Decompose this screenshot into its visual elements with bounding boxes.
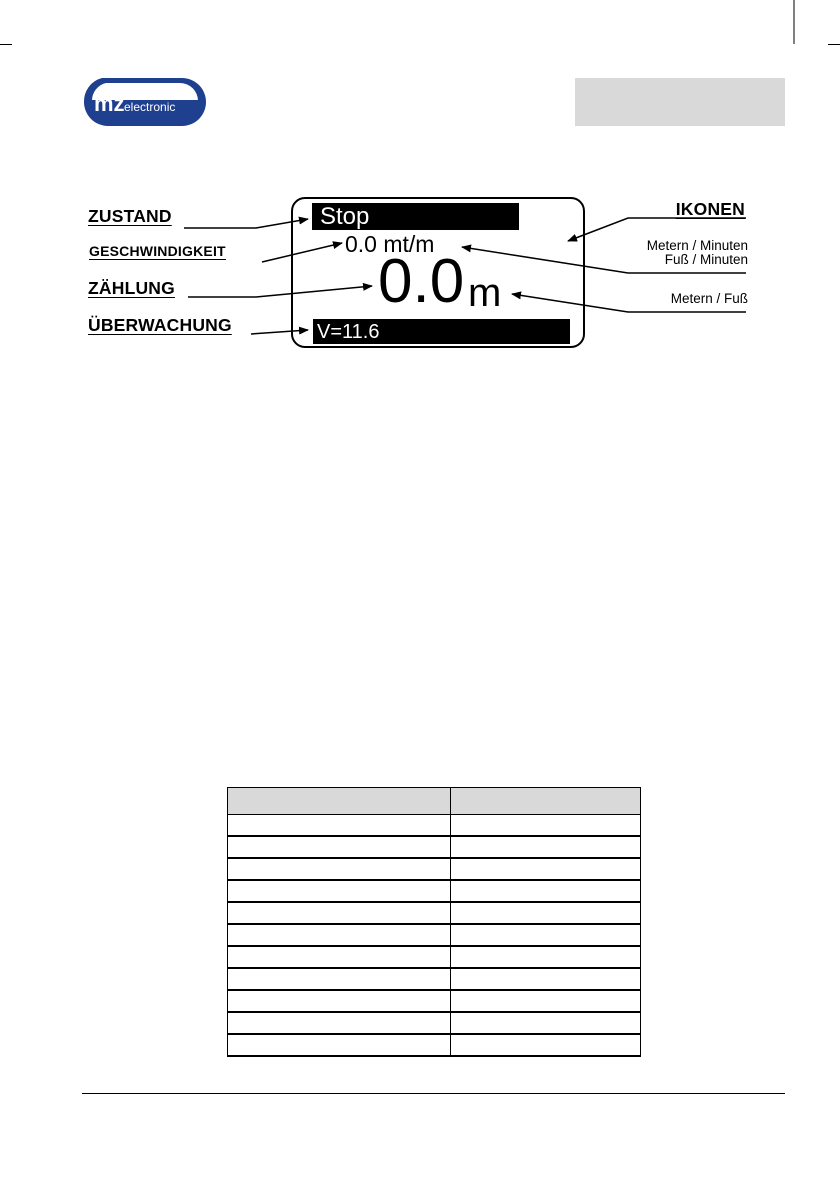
table-cell bbox=[228, 946, 451, 968]
table-cell bbox=[228, 902, 451, 924]
table-cell bbox=[228, 880, 451, 902]
note-feet-per-minute: Fuß / Minuten bbox=[664, 252, 748, 267]
table-header-cell-2 bbox=[451, 788, 641, 815]
table-row bbox=[228, 858, 641, 880]
table-cell bbox=[451, 880, 641, 902]
table-cell bbox=[451, 924, 641, 946]
table-cell bbox=[228, 968, 451, 990]
logo-electronic-text: electronic bbox=[124, 100, 176, 114]
table-cell bbox=[228, 1034, 451, 1056]
table-row bbox=[228, 946, 641, 968]
table-cell bbox=[451, 902, 641, 924]
table-cell bbox=[228, 990, 451, 1012]
table-cell bbox=[451, 1034, 641, 1056]
table-cell bbox=[228, 815, 451, 837]
note-meters-feet: Metern / Fuß bbox=[670, 291, 748, 306]
note-meters-per-minute: Metern / Minuten bbox=[646, 238, 748, 253]
table-header-row bbox=[228, 788, 641, 815]
mz-electronic-logo bbox=[82, 74, 208, 132]
label-speed: GESCHWINDIGKEIT bbox=[89, 243, 226, 259]
table-cell bbox=[228, 858, 451, 880]
table-cell bbox=[451, 1012, 641, 1034]
label-count: ZÄHLUNG bbox=[88, 278, 175, 298]
footer-rule bbox=[82, 1093, 785, 1094]
table-cell bbox=[228, 924, 451, 946]
table-cell bbox=[451, 990, 641, 1012]
label-icons: IKONEN bbox=[675, 199, 745, 219]
label-monitor: ÜBERWACHUNG bbox=[88, 315, 232, 335]
table-row bbox=[228, 968, 641, 990]
count-unit: m bbox=[468, 271, 502, 315]
table-cell bbox=[451, 836, 641, 858]
label-state: ZUSTAND bbox=[88, 206, 172, 226]
monitor-bar: V=11.6 bbox=[313, 319, 570, 344]
header-box bbox=[575, 78, 785, 126]
table-row bbox=[228, 902, 641, 924]
table-header-cell-1 bbox=[228, 788, 451, 815]
status-bar: Stop bbox=[312, 203, 519, 230]
table-cell bbox=[228, 1012, 451, 1034]
count-readout: 0.0 bbox=[378, 247, 465, 316]
table-row bbox=[228, 990, 641, 1012]
speed-readout: 0.0 mt/m bbox=[345, 231, 435, 257]
table-cell bbox=[228, 836, 451, 858]
arrow-state bbox=[184, 219, 308, 228]
table-cell bbox=[451, 946, 641, 968]
table-cell bbox=[451, 858, 641, 880]
logo-mz-text: mz bbox=[94, 91, 125, 116]
table-row bbox=[228, 836, 641, 858]
table-row bbox=[228, 1012, 641, 1034]
table-row bbox=[228, 924, 641, 946]
table-cell bbox=[451, 968, 641, 990]
table-row bbox=[228, 1034, 641, 1056]
data-table bbox=[227, 787, 641, 1057]
table-cell bbox=[451, 815, 641, 837]
table-row bbox=[228, 880, 641, 902]
table-row bbox=[228, 815, 641, 837]
